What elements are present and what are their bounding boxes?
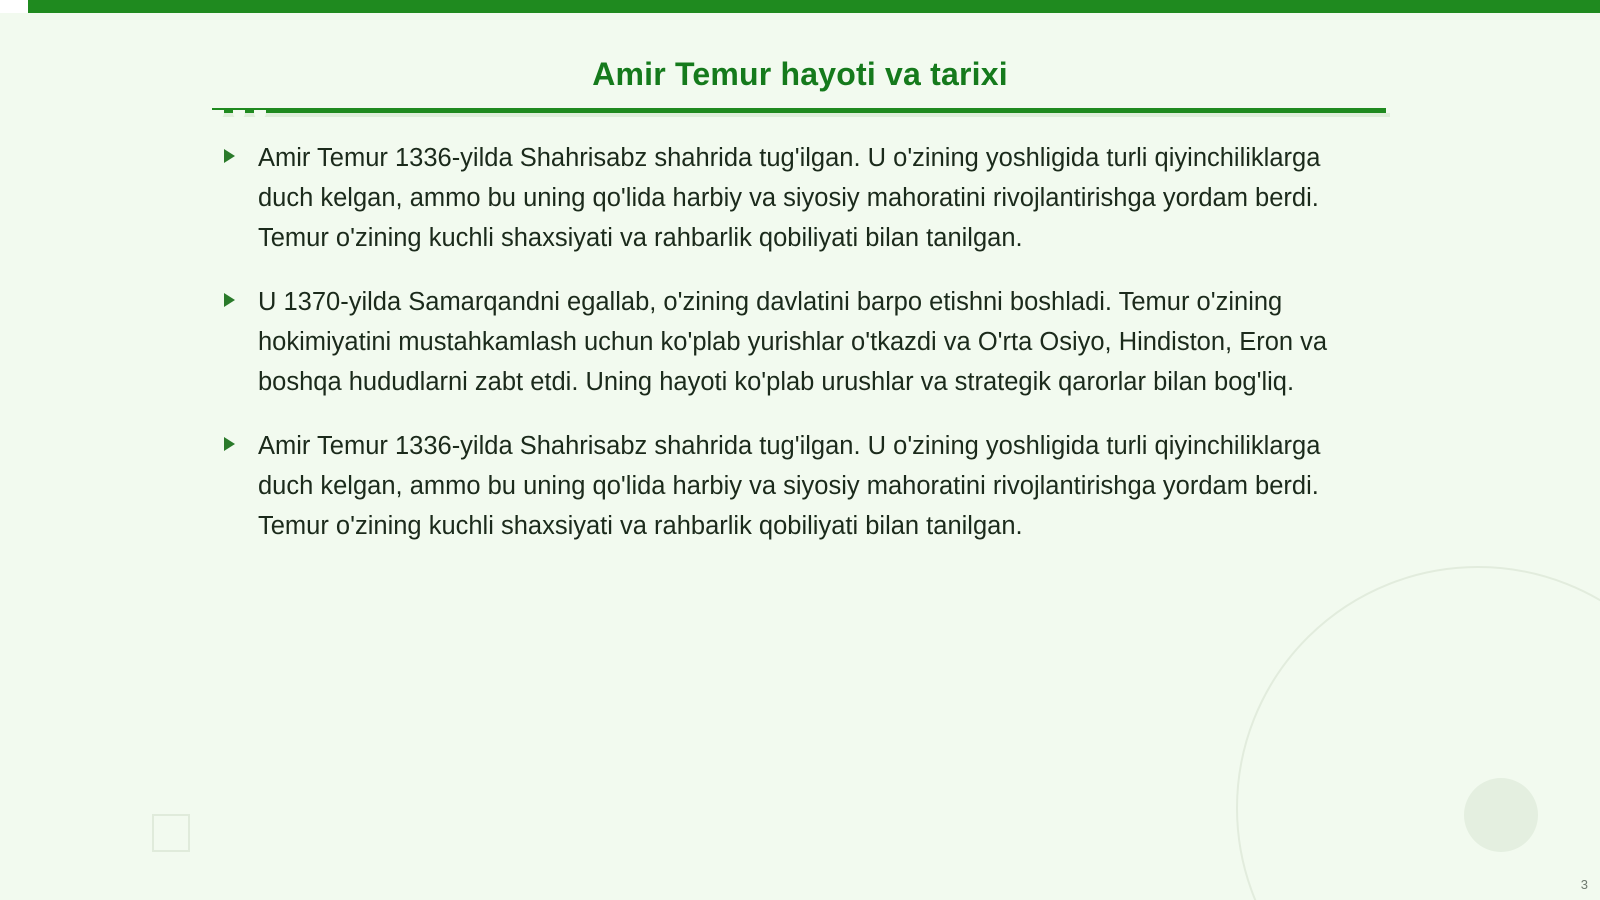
body-paragraph — [222, 138, 1362, 258]
body-paragraph — [222, 282, 1362, 402]
body-paragraph — [222, 426, 1362, 546]
triangle-right-icon — [224, 293, 235, 307]
title-rule-notches — [212, 110, 266, 119]
top-accent-bar-left-cap — [0, 0, 28, 13]
slide-body — [222, 138, 1362, 546]
decorative-square — [152, 814, 190, 852]
top-accent-bar — [0, 0, 1600, 13]
title-rule — [212, 108, 1386, 113]
slide-title: Amir Temur hayoti va tarixi — [592, 56, 1008, 92]
triangle-right-icon — [224, 149, 235, 163]
decorative-dot — [1464, 778, 1538, 852]
page-number: 3 — [1580, 877, 1588, 892]
title-rule-shadow — [216, 113, 1390, 117]
decorative-circle — [1236, 566, 1600, 900]
body-paragraph-text: Amir Temur 1336-yilda Shahrisabz shahrida tug'ilgan. U o'zining yoshligida turli qiyinchiliklarga duch kelgan, ammo bu uning qo'lida harbiy va siyosiy mahoratini rivojlantirishga yordam berdi. Temur o'zining kuchli shaxsiyati va rahbarlik qobiliyati bilan tanilgan. — [258, 144, 1321, 252]
body-paragraph-text: U 1370-yilda Samarqandni egallab, o'zining davlatini barpo etishni boshladi. Temur o'zining hokimiyatini mustahkamlash uchun ko'plab yurishlar o'tkazdi va O'rta Osiyo, Hindiston, Eron va boshqa hududlarni zabt etdi. Uning hayoti ko'plab urushlar va strategik qarorlar bilan bog'liq. — [258, 288, 1328, 396]
triangle-right-icon — [224, 437, 235, 451]
body-paragraph-text: Amir Temur 1336-yilda Shahrisabz shahrida tug'ilgan. U o'zining yoshligida turli qiyinchiliklarga duch kelgan, ammo bu uning qo'lida harbiy va siyosiy mahoratini rivojlantirishga yordam berdi. Temur o'zining kuchli shaxsiyati va rahbarlik qobiliyati bilan tanilgan. — [258, 432, 1321, 540]
